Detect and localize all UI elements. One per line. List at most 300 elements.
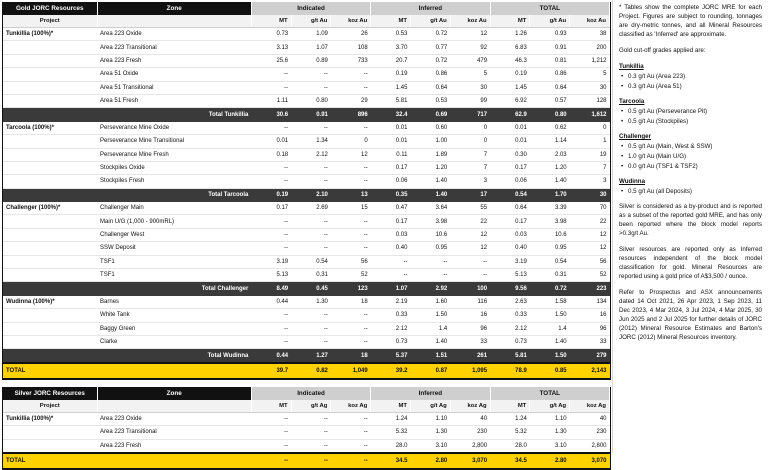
row-value-4: 2.92	[410, 282, 450, 295]
row-value-4: 10.6	[410, 228, 450, 241]
row-value-0: --	[251, 242, 291, 255]
silver-col-ind-koz: koz Ag	[331, 400, 371, 413]
subtotal-row	[3, 108, 610, 121]
row-value-7: 1.4	[530, 322, 570, 335]
row-zone: Perseverance Mine Oxide	[97, 121, 251, 134]
row-value-3: --	[371, 255, 411, 268]
table-row	[3, 41, 610, 54]
gold-col-ind-mt: MT	[251, 15, 291, 28]
table-row	[3, 426, 610, 439]
row-zone: Barnes	[97, 295, 251, 308]
row-value-3: 32.4	[371, 108, 411, 121]
silver-subheader-blank	[97, 400, 251, 413]
row-value-0: 3.19	[251, 255, 291, 268]
row-value-1: 2.69	[291, 202, 331, 215]
row-value-8: 30	[570, 81, 610, 94]
table-row	[3, 175, 610, 188]
row-value-7: 0.93	[530, 28, 570, 41]
gold-grand-ind-mt: 39.7	[251, 363, 291, 379]
row-value-1: --	[291, 81, 331, 94]
row-value-1: --	[291, 121, 331, 134]
row-value-5: 12	[450, 228, 490, 241]
row-value-6: 0.30	[490, 148, 530, 161]
row-value-4: 3.10	[410, 439, 450, 453]
row-zone: Total Tarcoola	[97, 188, 251, 201]
row-value-0: --	[251, 81, 291, 94]
row-value-5: 717	[450, 108, 490, 121]
row-value-5: 479	[450, 54, 490, 67]
gold-group-inferred: Inferred	[371, 2, 490, 15]
row-value-5: 40	[450, 412, 490, 425]
row-value-2: 56	[331, 255, 371, 268]
row-zone: SSW Deposit	[97, 242, 251, 255]
row-value-0: 8.49	[251, 282, 291, 295]
gold-table-title: Gold JORC Resources	[3, 2, 97, 15]
row-value-5: 0	[450, 135, 490, 148]
cutoff-list-item: • 0.5 g/t Au (Perseverance Pit)	[628, 108, 762, 117]
row-value-5: 2,800	[450, 439, 490, 453]
row-value-7: 0.31	[530, 269, 570, 282]
silver-col-inf-mt: MT	[371, 400, 411, 413]
row-value-2: --	[331, 121, 371, 134]
silver-grand-inf-grade: 2.80	[410, 453, 450, 469]
row-value-8: 1,212	[570, 54, 610, 67]
row-value-4: 0.69	[410, 108, 450, 121]
row-value-3: 2.12	[371, 322, 411, 335]
gold-col-inf-koz: koz Au	[450, 15, 490, 28]
row-value-2: 52	[331, 269, 371, 282]
row-value-3: 0.53	[371, 28, 411, 41]
row-zone: Area 223 Transitional	[97, 41, 251, 54]
row-value-1: --	[291, 175, 331, 188]
row-value-2: 15	[331, 202, 371, 215]
row-value-5: 12	[450, 28, 490, 41]
cutoff-section-heading: Tarcoola	[619, 97, 645, 105]
table-row	[3, 54, 610, 67]
row-value-4: 1.40	[410, 188, 450, 201]
row-value-1: 0.80	[291, 94, 331, 107]
row-value-8: 200	[570, 41, 610, 54]
row-value-0: --	[251, 121, 291, 134]
silver-col-ind-mt: MT	[251, 400, 291, 413]
row-value-0: --	[251, 322, 291, 335]
row-value-6: 0.01	[490, 135, 530, 148]
row-project	[3, 215, 97, 228]
row-value-7: 0.64	[530, 81, 570, 94]
table-row	[3, 215, 610, 228]
row-zone: Area 223 Oxide	[97, 28, 251, 41]
gold-resources-table-wrapper	[2, 2, 611, 380]
table-row	[3, 242, 610, 255]
row-value-1: 0.54	[291, 255, 331, 268]
table-row	[3, 269, 610, 282]
row-value-5: 12	[450, 242, 490, 255]
row-value-1: 1.27	[291, 349, 331, 363]
row-value-2: 108	[331, 41, 371, 54]
row-value-0: --	[251, 309, 291, 322]
row-zone: Area 223 Transitional	[97, 426, 251, 439]
row-value-1: 2.12	[291, 148, 331, 161]
gold-grand-inf-grade: 0.87	[410, 363, 450, 379]
notes-paragraph-2: Silver resources are reported only as Inferred resources independent of the block model classification for gold. Mineral Resources are reported using a gold price of A$3,500 / ounce.	[619, 245, 762, 280]
row-value-0: 25.6	[251, 54, 291, 67]
row-value-8: 38	[570, 28, 610, 41]
row-value-8: 22	[570, 215, 610, 228]
row-project	[3, 94, 97, 107]
silver-grand-ind-grade: --	[291, 453, 331, 469]
row-value-8: 1	[570, 135, 610, 148]
silver-col-tot-grade: g/t Ag	[530, 400, 570, 413]
silver-grand-tot-mt: 34.5	[490, 453, 530, 469]
silver-table-body	[3, 412, 610, 453]
row-value-3: 0.17	[371, 215, 411, 228]
row-value-8: 52	[570, 269, 610, 282]
row-value-6: 6.83	[490, 41, 530, 54]
row-project	[3, 41, 97, 54]
row-value-7: 3.98	[530, 215, 570, 228]
row-zone: Baggy Green	[97, 322, 251, 335]
subtotal-row	[3, 188, 610, 201]
row-value-5: 99	[450, 94, 490, 107]
cutoff-list-item: • 0.5 g/t Au (all Deposits)	[628, 188, 762, 197]
row-value-2: 18	[331, 295, 371, 308]
gold-grand-ind-koz: 1,049	[331, 363, 371, 379]
row-value-7: 3.39	[530, 202, 570, 215]
row-value-2: 896	[331, 108, 371, 121]
row-value-3: 1.07	[371, 282, 411, 295]
row-value-4: 3.64	[410, 202, 450, 215]
row-value-6: 0.19	[490, 68, 530, 81]
row-value-8: 12	[570, 228, 610, 241]
row-value-2: --	[331, 426, 371, 439]
silver-grand-inf-koz: 3,070	[450, 453, 490, 469]
row-value-3: 5.37	[371, 349, 411, 363]
row-value-3: 0.17	[371, 161, 411, 174]
gold-col-ind-koz: koz Au	[331, 15, 371, 28]
table-row	[3, 148, 610, 161]
silver-grand-tot-grade: 2.80	[530, 453, 570, 469]
row-value-2: --	[331, 161, 371, 174]
gold-grand-inf-mt: 39.2	[371, 363, 411, 379]
cutoff-list-item: • 1.0 g/t Au (Main U/G)	[628, 153, 762, 162]
row-value-2: --	[331, 322, 371, 335]
row-value-0: 0.17	[251, 202, 291, 215]
table-row	[3, 121, 610, 134]
row-value-7: 1.30	[530, 426, 570, 439]
silver-resources-table-wrapper	[2, 387, 611, 470]
row-value-5: 33	[450, 335, 490, 348]
row-value-6: 5.32	[490, 426, 530, 439]
row-value-3: 5.81	[371, 94, 411, 107]
row-value-3: --	[371, 269, 411, 282]
silver-col-inf-grade: g/t Ag	[410, 400, 450, 413]
notes-cutoff-heading: Gold cut-off grades applied are:	[619, 46, 706, 54]
column-divider	[612, 0, 613, 453]
row-value-7: 0.91	[530, 41, 570, 54]
table-row	[3, 412, 610, 425]
row-value-1: 0.45	[291, 282, 331, 295]
row-value-5: 7	[450, 161, 490, 174]
row-value-2: 18	[331, 349, 371, 363]
row-value-8: 3	[570, 175, 610, 188]
row-value-1: --	[291, 439, 331, 453]
row-value-0: 30.6	[251, 108, 291, 121]
row-value-2: --	[331, 439, 371, 453]
row-zone: Total Wudinna	[97, 349, 251, 363]
row-value-5: 230	[450, 426, 490, 439]
row-value-8: 0	[570, 121, 610, 134]
row-value-0: 0.19	[251, 188, 291, 201]
row-project	[3, 349, 97, 363]
silver-group-total: TOTAL	[490, 387, 609, 400]
row-value-7: 1.40	[530, 335, 570, 348]
row-value-7: 1.50	[530, 309, 570, 322]
row-value-0: 5.13	[251, 269, 291, 282]
row-project	[3, 269, 97, 282]
notes-column	[613, 0, 768, 453]
row-zone: Area 223 Fresh	[97, 54, 251, 67]
gold-col-inf-grade: g/t Au	[410, 15, 450, 28]
table-row	[3, 202, 610, 215]
row-value-5: 92	[450, 41, 490, 54]
row-value-6: 0.40	[490, 242, 530, 255]
silver-grand-total-label: TOTAL	[3, 453, 97, 469]
row-value-0: --	[251, 426, 291, 439]
row-zone: Perseverance Mine Fresh	[97, 148, 251, 161]
row-value-4: 1.40	[410, 335, 450, 348]
row-value-1: 1.09	[291, 28, 331, 41]
row-project	[3, 309, 97, 322]
row-value-0: --	[251, 215, 291, 228]
row-value-0: --	[251, 439, 291, 453]
row-value-1: --	[291, 309, 331, 322]
row-value-0: --	[251, 228, 291, 241]
row-value-8: 2,800	[570, 439, 610, 453]
gold-grand-total-label: TOTAL	[3, 363, 97, 379]
table-spacer	[2, 380, 611, 387]
row-value-7: 0.81	[530, 54, 570, 67]
row-value-8: 19	[570, 148, 610, 161]
row-project: Wudinna (100%)*	[3, 295, 97, 308]
row-value-3: 5.32	[371, 426, 411, 439]
row-value-4: 1.00	[410, 135, 450, 148]
row-project	[3, 81, 97, 94]
row-value-7: 0.72	[530, 282, 570, 295]
row-value-6: 0.54	[490, 188, 530, 201]
notes-paragraph-1: Silver is considered as a by-product and is reported as a subset of the reported gold MRE, and has only been reported where the block model reports >0.3g/t Au.	[619, 202, 762, 237]
cutoff-list	[619, 108, 762, 127]
row-value-4: 1.89	[410, 148, 450, 161]
row-value-8: 16	[570, 309, 610, 322]
table-row	[3, 81, 610, 94]
silver-col-ind-grade: g/t Ag	[291, 400, 331, 413]
row-value-4: --	[410, 255, 450, 268]
row-project	[3, 228, 97, 241]
row-value-6: 5.13	[490, 269, 530, 282]
row-value-8: 5	[570, 68, 610, 81]
silver-grand-tot-koz: 3,070	[570, 453, 610, 469]
row-value-2: 29	[331, 94, 371, 107]
row-value-3: 0.01	[371, 121, 411, 134]
row-value-5: 261	[450, 349, 490, 363]
row-value-6: 0.33	[490, 309, 530, 322]
gold-col-tot-grade: g/t Au	[530, 15, 570, 28]
row-project	[3, 188, 97, 201]
row-value-1: 1.34	[291, 135, 331, 148]
gold-grand-tot-mt: 78.9	[490, 363, 530, 379]
silver-col-tot-koz: koz Ag	[570, 400, 610, 413]
row-value-1: --	[291, 161, 331, 174]
row-value-6: 2.63	[490, 295, 530, 308]
row-value-4: 0.60	[410, 121, 450, 134]
row-value-0: --	[251, 335, 291, 348]
row-value-0: --	[251, 161, 291, 174]
row-value-2: 733	[331, 54, 371, 67]
row-value-2: --	[331, 228, 371, 241]
row-value-6: 0.03	[490, 228, 530, 241]
silver-table-subheader-row	[3, 400, 610, 413]
row-value-4: --	[410, 269, 450, 282]
silver-grand-ind-koz: --	[331, 453, 371, 469]
row-value-5: 3	[450, 175, 490, 188]
row-value-3: 0.47	[371, 202, 411, 215]
row-value-4: 0.95	[410, 242, 450, 255]
row-value-0: --	[251, 175, 291, 188]
table-row	[3, 295, 610, 308]
row-value-4: 1.30	[410, 426, 450, 439]
silver-grand-total-zone	[97, 453, 251, 469]
row-value-3: 20.7	[371, 54, 411, 67]
row-value-5: 30	[450, 81, 490, 94]
row-value-4: 0.77	[410, 41, 450, 54]
row-value-2: --	[331, 309, 371, 322]
row-value-4: 1.50	[410, 309, 450, 322]
row-project	[3, 108, 97, 121]
row-value-6: 1.24	[490, 412, 530, 425]
row-value-3: 0.19	[371, 68, 411, 81]
gold-group-total: TOTAL	[490, 2, 609, 15]
row-zone: Stockpiles Oxide	[97, 161, 251, 174]
row-value-6: 9.56	[490, 282, 530, 295]
row-zone: Stockpiles Fresh	[97, 175, 251, 188]
row-value-7: 1.20	[530, 161, 570, 174]
row-value-6: 0.17	[490, 161, 530, 174]
row-project: Tunkillia (100%)*	[3, 28, 97, 41]
row-value-3: 0.73	[371, 335, 411, 348]
subtotal-row	[3, 349, 610, 363]
row-value-1: 0.89	[291, 54, 331, 67]
cutoff-list-item: • 0.5 g/t Au (Main, West & SSW)	[628, 143, 762, 152]
cutoff-section-heading: Challenger	[619, 132, 651, 140]
row-value-5: 17	[450, 188, 490, 201]
row-value-7: 0.80	[530, 108, 570, 121]
row-value-7: 3.10	[530, 439, 570, 453]
gold-zone-header: Zone	[97, 2, 251, 15]
row-value-0: 0.18	[251, 148, 291, 161]
row-project	[3, 322, 97, 335]
gold-grand-tot-grade: 0.85	[530, 363, 570, 379]
row-project	[3, 335, 97, 348]
silver-col-inf-koz: koz Ag	[450, 400, 490, 413]
row-value-5: 5	[450, 68, 490, 81]
row-value-6: 6.92	[490, 94, 530, 107]
row-value-2: 26	[331, 28, 371, 41]
row-value-8: 70	[570, 202, 610, 215]
row-project: Tarcoola (100%)*	[3, 121, 97, 134]
row-zone: Total Tunkillia	[97, 108, 251, 121]
row-value-0: 3.13	[251, 41, 291, 54]
row-value-7: 1.10	[530, 412, 570, 425]
row-value-8: 128	[570, 94, 610, 107]
row-value-7: 10.6	[530, 228, 570, 241]
row-value-0: 0.44	[251, 349, 291, 363]
row-zone: Challenger West	[97, 228, 251, 241]
gold-grand-tot-koz: 2,143	[570, 363, 610, 379]
row-value-6: 3.19	[490, 255, 530, 268]
row-zone: Area 51 Fresh	[97, 94, 251, 107]
row-value-0: 0.73	[251, 28, 291, 41]
table-row	[3, 322, 610, 335]
row-value-8: 223	[570, 282, 610, 295]
table-row	[3, 68, 610, 81]
row-value-7: 0.86	[530, 68, 570, 81]
row-value-4: 1.10	[410, 412, 450, 425]
row-value-5: 100	[450, 282, 490, 295]
cutoff-list-item: • 0.3 g/t Au (Area 51)	[628, 83, 762, 92]
silver-table-title: Silver JORC Resources	[3, 387, 97, 400]
silver-table-header-row	[3, 387, 610, 400]
row-value-3: 0.11	[371, 148, 411, 161]
silver-grand-ind-mt: --	[251, 453, 291, 469]
row-value-6: 0.73	[490, 335, 530, 348]
row-project	[3, 439, 97, 453]
row-value-3: 1.45	[371, 81, 411, 94]
row-value-1: --	[291, 215, 331, 228]
cutoff-list	[619, 188, 762, 197]
row-value-4: 1.4	[410, 322, 450, 335]
gold-grand-inf-koz: 1,095	[450, 363, 490, 379]
row-value-6: 28.0	[490, 439, 530, 453]
table-row	[3, 28, 610, 41]
row-value-2: 12	[331, 148, 371, 161]
row-zone: Perseverance Mine Transitional	[97, 135, 251, 148]
row-value-8: 1,612	[570, 108, 610, 121]
row-zone: Area 51 Oxide	[97, 68, 251, 81]
row-value-2: --	[331, 335, 371, 348]
row-value-6: 46.3	[490, 54, 530, 67]
row-value-6: 5.81	[490, 349, 530, 363]
row-value-4: 0.86	[410, 68, 450, 81]
row-value-8: 279	[570, 349, 610, 363]
row-project: Tunkillia (100%)*	[3, 412, 97, 425]
silver-grand-total-row	[3, 453, 610, 469]
row-value-5: 116	[450, 295, 490, 308]
gold-col-inf-mt: MT	[371, 15, 411, 28]
row-value-6: 1.45	[490, 81, 530, 94]
table-row	[3, 439, 610, 453]
row-value-6: 0.01	[490, 121, 530, 134]
row-value-4: 1.60	[410, 295, 450, 308]
silver-group-indicated: Indicated	[251, 387, 370, 400]
row-value-5: 55	[450, 202, 490, 215]
row-value-6: 0.17	[490, 215, 530, 228]
row-value-3: 0.35	[371, 188, 411, 201]
gold-grand-ind-grade: 0.82	[291, 363, 331, 379]
row-zone: TSF1	[97, 255, 251, 268]
gold-grand-total-zone	[97, 363, 251, 379]
table-row	[3, 94, 610, 107]
row-value-0: 0.01	[251, 135, 291, 148]
